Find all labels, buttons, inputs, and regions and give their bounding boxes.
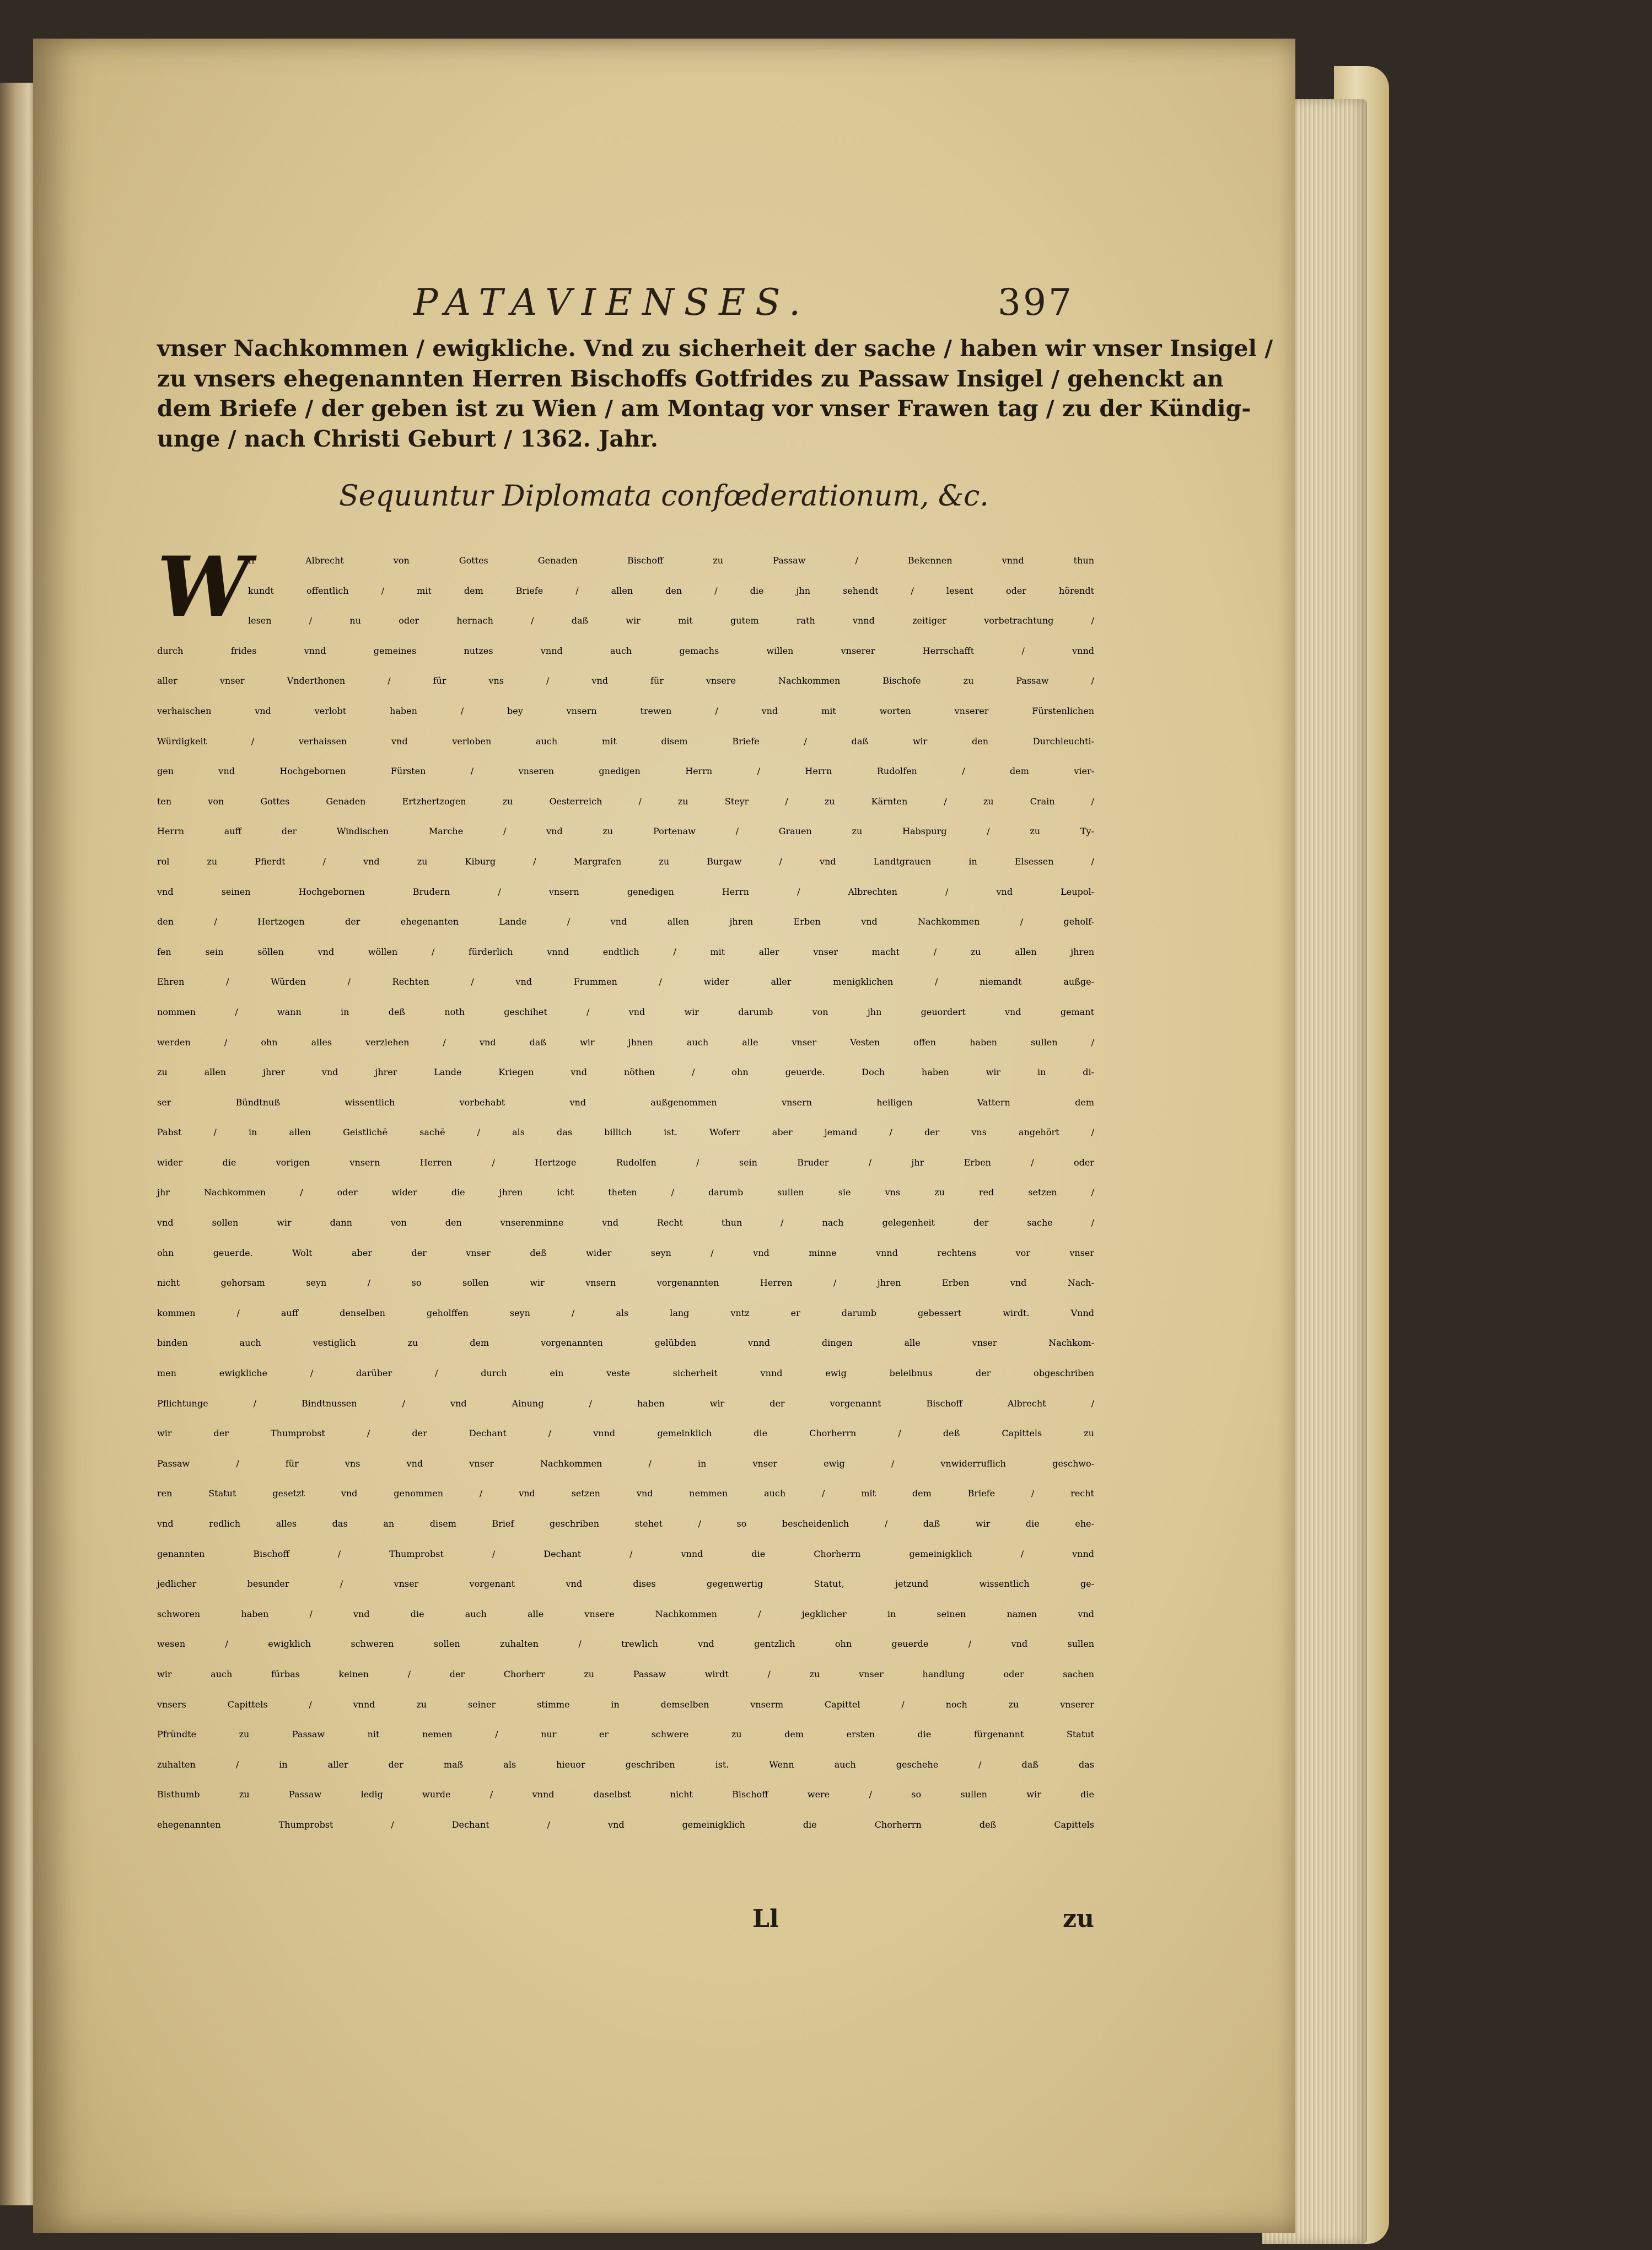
text-line: lesen / nu oder hernach / daß wir mit gutem rath vnnd zeitiger vorbetrachtung /	[248, 615, 1094, 626]
section-heading: Sequuntur Diplomata confœderationum, &c.	[339, 480, 989, 513]
text-line: Würdigkeit / verhaissen vnd verloben auch mit disem Briefe / daß wir den Durchleuchti-	[157, 735, 1094, 747]
charter-lines	[157, 539, 1094, 1840]
text-line: ser Bündtnuß wissentlich vorbehabt vnd außgenommen vnsern heiligen Vattern dem	[157, 1097, 1094, 1108]
signature-mark: Ll	[752, 1905, 779, 1933]
text-line: fen sein söllen vnd wöllen / fürderlich vnnd endtlich / mit aller vnser macht / zu allen jhren	[157, 946, 1094, 957]
text-line: wir der Thumprobst / der Dechant / vnnd gemeinklich die Chorherrn / deß Capittels zu	[157, 1428, 1094, 1439]
text-line: nommen / wann in deß noth geschihet / vnd wir darumb von jhn geuordert vnd gemant	[157, 1006, 1094, 1017]
text-line: rol zu Pfierdt / vnd zu Kiburg / Margrafen zu Burgaw / vnd Landtgrauen in Elsessen /	[157, 856, 1094, 867]
text-line: kommen / auff denselben geholffen seyn / als lang vntz er darumb gebessert wirdt. Vnnd	[157, 1307, 1094, 1318]
text-line: ten von Gottes Genaden Ertzhertzogen zu Oesterreich / zu Steyr / zu Kärnten / zu Crain /	[157, 796, 1094, 807]
text-line: wir auch fürbas keinen / der Chorherr zu Passaw wirdt / zu vnser handlung oder sachen	[157, 1668, 1094, 1679]
intro-paragraph	[157, 334, 1273, 454]
text-line: Herrn auff der Windischen Marche / vnd zu Portenaw / Grauen zu Habspurg / zu Ty-	[157, 826, 1094, 837]
text-line: vnsers Capittels / vnnd zu seiner stimme in demselben vnserm Capittel / noch zu vnserer	[157, 1699, 1094, 1710]
text-line: schworen haben / vnd die auch alle vnsere Nachkommen / jegklicher in seinen namen vnd	[157, 1608, 1094, 1619]
page-number: 397	[998, 281, 1074, 324]
text-line: genannten Bischoff / Thumprobst / Dechant / vnnd die Chorherrn gemeinigklich / vnnd	[157, 1548, 1094, 1559]
text-line: gen vnd Hochgebornen Fürsten / vnseren gnedigen Herrn / Herrn Rudolfen / dem vier-	[157, 766, 1094, 777]
text-line: verhaischen vnd verlobt haben / bey vnsern trewen / vnd mit worten vnserer Fürstenlichen	[157, 705, 1094, 716]
text-line: wesen / ewigklich schweren sollen zuhalten / trewlich vnd gentzlich ohn geuerde / vnd sullen	[157, 1639, 1094, 1650]
text-line: zu allen jhrer vnd jhrer Lande Kriegen vnd nöthen / ohn geuerde. Doch haben wir in di-	[157, 1067, 1094, 1078]
charter-text	[157, 539, 1094, 1840]
text-line: Ehren / Würden / Rechten / vnd Frummen / wider aller menigklichen / niemandt außge-	[157, 976, 1094, 987]
text-line: vnd seinen Hochgebornen Brudern / vnsern genedigen Herrn / Albrechten / vnd Leupol-	[157, 886, 1094, 897]
text-line: durch frides vnnd gemeines nutzes vnnd auch gemachs willen vnserer Herrschafft / vnnd	[157, 645, 1094, 656]
text-line: den / Hertzogen der ehegenanten Lande / vnd allen jhren Erben vnd Nachkommen / geholf-	[157, 916, 1094, 927]
text-line: zuhalten / in aller der maß als hieuor geschriben ist. Wenn auch geschehe / daß das	[157, 1759, 1094, 1770]
text-line: werden / ohn alles verziehen / vnd daß wir jhnen auch alle vnser Vesten offen haben sullen /	[157, 1037, 1094, 1048]
text-line: ohn geuerde. Wolt aber der vnser deß wider seyn / vnd minne vnnd rechtens vor vnser	[157, 1247, 1094, 1258]
catchword: zu	[1063, 1905, 1094, 1933]
text-line: Pfründte zu Passaw nit nemen / nur er schwere zu dem ersten die fürgenannt Statut	[157, 1729, 1094, 1740]
text-line: binden auch vestiglich zu dem vorgenannten gelübden vnnd dingen alle vnser Nachkom-	[157, 1338, 1094, 1349]
text-line: Ir Albrecht von Gottes Genaden Bischoff zu Passaw / Bekennen vnnd thun	[248, 555, 1094, 566]
text-line: kundt offentlich / mit dem Briefe / allen den / die jhn sehendt / lesent oder hörendt	[248, 585, 1094, 596]
text-line: Pflichtunge / Bindtnussen / vnd Ainung / haben wir der vorgenannt Bischoff Albrecht /	[157, 1398, 1094, 1409]
running-header	[375, 281, 1422, 331]
page-footer	[157, 1905, 1094, 1943]
text-line: unge / nach Christi Geburt / 1362. Jahr.	[157, 425, 658, 452]
text-line: Passaw / für vns vnd vnser Nachkommen / in vnser ewig / vnwiderruflich geschwo-	[157, 1458, 1094, 1469]
text-line: wider die vorigen vnsern Herren / Hertzoge Rudolfen / sein Bruder / jhr Erben / oder	[157, 1157, 1094, 1168]
text-line: nicht gehorsam seyn / so sollen wir vnsern vorgenannten Herren / jhren Erben vnd Nach-	[157, 1277, 1094, 1288]
text-line: vnd redlich alles das an disem Brief geschriben stehet / so bescheidenlich / daß wir die ehe-	[157, 1518, 1094, 1529]
text-line: dem Briefe / der geben ist zu Wien / am Montag vor vnser Frawen tag / zu der Kündig-	[157, 395, 1251, 422]
running-title: PATAVIENSES.	[413, 281, 811, 324]
text-line: jhr Nachkommen / oder wider die jhren icht theten / darumb sullen sie vns zu red setzen /	[157, 1187, 1094, 1198]
text-line: men ewigkliche / darüber / durch ein veste sicherheit vnnd ewig beleibnus der obgeschriben	[157, 1368, 1094, 1379]
text-line: vnd sollen wir dann von den vnserenminne vnd Recht thun / nach gelegenheit der sache /	[157, 1217, 1094, 1228]
text-line: jedlicher besunder / vnser vorgenant vnd dises gegenwertig Statut, jetzund wissentlich ge-	[157, 1578, 1094, 1590]
text-line: Bisthumb zu Passaw ledig wurde / vnnd daselbst nicht Bischoff were / so sullen wir die	[157, 1789, 1094, 1800]
text-line: Pabst / in allen Geistlichē sachē / als das billich ist. Woferr aber jemand / der vns angehört /	[157, 1127, 1094, 1138]
text-line: ehegenannten Thumprobst / Dechant / vnd gemeinigklich die Chorherrn deß Capittels	[157, 1819, 1094, 1830]
text-line: aller vnser Vnderthonen / für vns / vnd für vnsere Nachkommen Bischofe zu Passaw /	[157, 675, 1094, 686]
drop-cap-initial: W	[157, 539, 250, 636]
text-line: ren Statut gesetzt vnd genommen / vnd setzen vnd nemmen auch / mit dem Briefe / recht	[157, 1488, 1094, 1499]
text-line: vnser Nachkommen / ewigkliche. Vnd zu sicherheit der sache / haben wir vnser Insigel /	[157, 335, 1273, 362]
text-line: zu vnsers ehegenannten Herren Bischoffs Gotfrides zu Passaw Insigel / gehenckt an	[157, 365, 1224, 392]
book-page	[33, 39, 1295, 2233]
